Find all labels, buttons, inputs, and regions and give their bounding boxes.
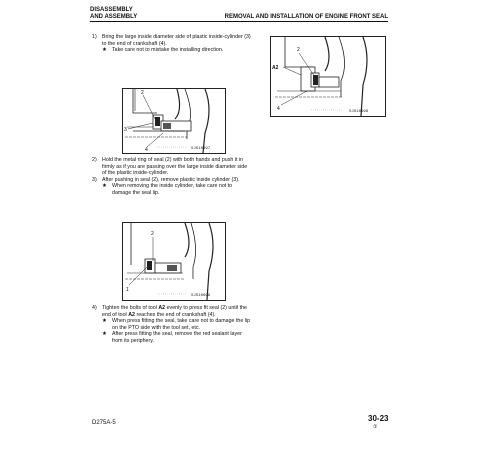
figure-1-drawing: [123, 89, 225, 153]
figure-1-label-3: 3: [124, 127, 127, 133]
note-3: [92, 318, 252, 331]
figure-3-label-1: 1: [126, 287, 129, 293]
figure-1-label-4: 4: [145, 147, 148, 153]
figure-3-caption: SJS10699: [191, 294, 211, 298]
revision-mark: ①: [373, 424, 378, 430]
step-4-text-part2: evenly to press fit seal (2) until the end of tool: [102, 305, 247, 318]
step-2-text: Hold the metal ring of seal (2) with both hands and push it in firmly as if you are passing over the large inside diameter side of the plastic inside-cylinder.: [102, 157, 248, 177]
tool-a2-ref: A2: [158, 305, 166, 311]
figure-1-label-2: 2: [141, 90, 144, 96]
step-1-text: Bring the large inside diameter side of plastic inside-cylinder (3) to the end of crankshaft (4).: [102, 34, 251, 47]
figure-3: [122, 222, 226, 301]
step-2-number: 2): [92, 157, 97, 163]
page-number: 30-23: [368, 414, 389, 423]
instruction-block-2: [92, 157, 252, 197]
step-3: [92, 177, 252, 184]
star-icon: ★: [102, 47, 107, 54]
figure-2-label-2: 2: [297, 47, 300, 53]
star-icon: ★: [102, 331, 107, 338]
step-2: [92, 157, 252, 177]
figure-2: [270, 36, 386, 117]
page-title: REMOVAL AND INSTALLATION OF ENGINE FRONT SEAL: [224, 14, 388, 20]
figure-2-caption: SJS10698: [349, 110, 369, 114]
step-1-number: 1): [92, 34, 97, 40]
model-number: D275A-5: [92, 420, 116, 426]
figure-2-label-4: 4: [277, 106, 280, 112]
note-2: [92, 183, 252, 196]
figure-1-caption: SJS10697: [191, 147, 211, 151]
section-heading-line2: AND ASSEMBLY: [90, 14, 138, 20]
figure-1: [122, 88, 226, 154]
figure-3-drawing: [123, 223, 225, 300]
star-icon: ★: [102, 318, 107, 325]
note-2-text: When removing the inside cylinder, take care not to damage the seal lip.: [112, 183, 233, 196]
instruction-block-3: [92, 305, 252, 345]
star-icon: ★: [102, 183, 107, 190]
step-3-number: 3): [92, 176, 97, 183]
step-4-text-part1: Tighten the bolts of tool: [102, 305, 159, 311]
note-4-text: After press fitting the seal, remove the red sealant layer from its periphery.: [112, 331, 242, 344]
step-1: [92, 34, 252, 47]
step-4: [92, 305, 252, 318]
note-4: [92, 331, 252, 344]
note-1-text: Take care not to mistake the installing direction.: [112, 47, 224, 54]
figure-2-drawing: [271, 37, 385, 116]
header-rule: [90, 21, 388, 22]
figure-2-label-a2: A2: [272, 65, 279, 71]
section-heading: [90, 7, 137, 21]
step-4-text-part3: reaches the end of crankshaft (4).: [135, 311, 216, 318]
note-1: [92, 47, 252, 54]
section-heading-line1: DISASSEMBLY: [90, 7, 133, 13]
figure-3-label-2: 2: [151, 231, 154, 237]
step-4-number: 4): [92, 305, 97, 311]
note-3-text: When press fitting the seal, take care not to damage the lip on the PTO side with the tool set, etc.: [112, 318, 251, 331]
tool-a2-ref: A2: [128, 311, 135, 318]
instruction-block-1: [92, 34, 252, 54]
step-3-text: After pushing in seal (2), remove plastic inside cylinder (3).: [102, 176, 240, 183]
